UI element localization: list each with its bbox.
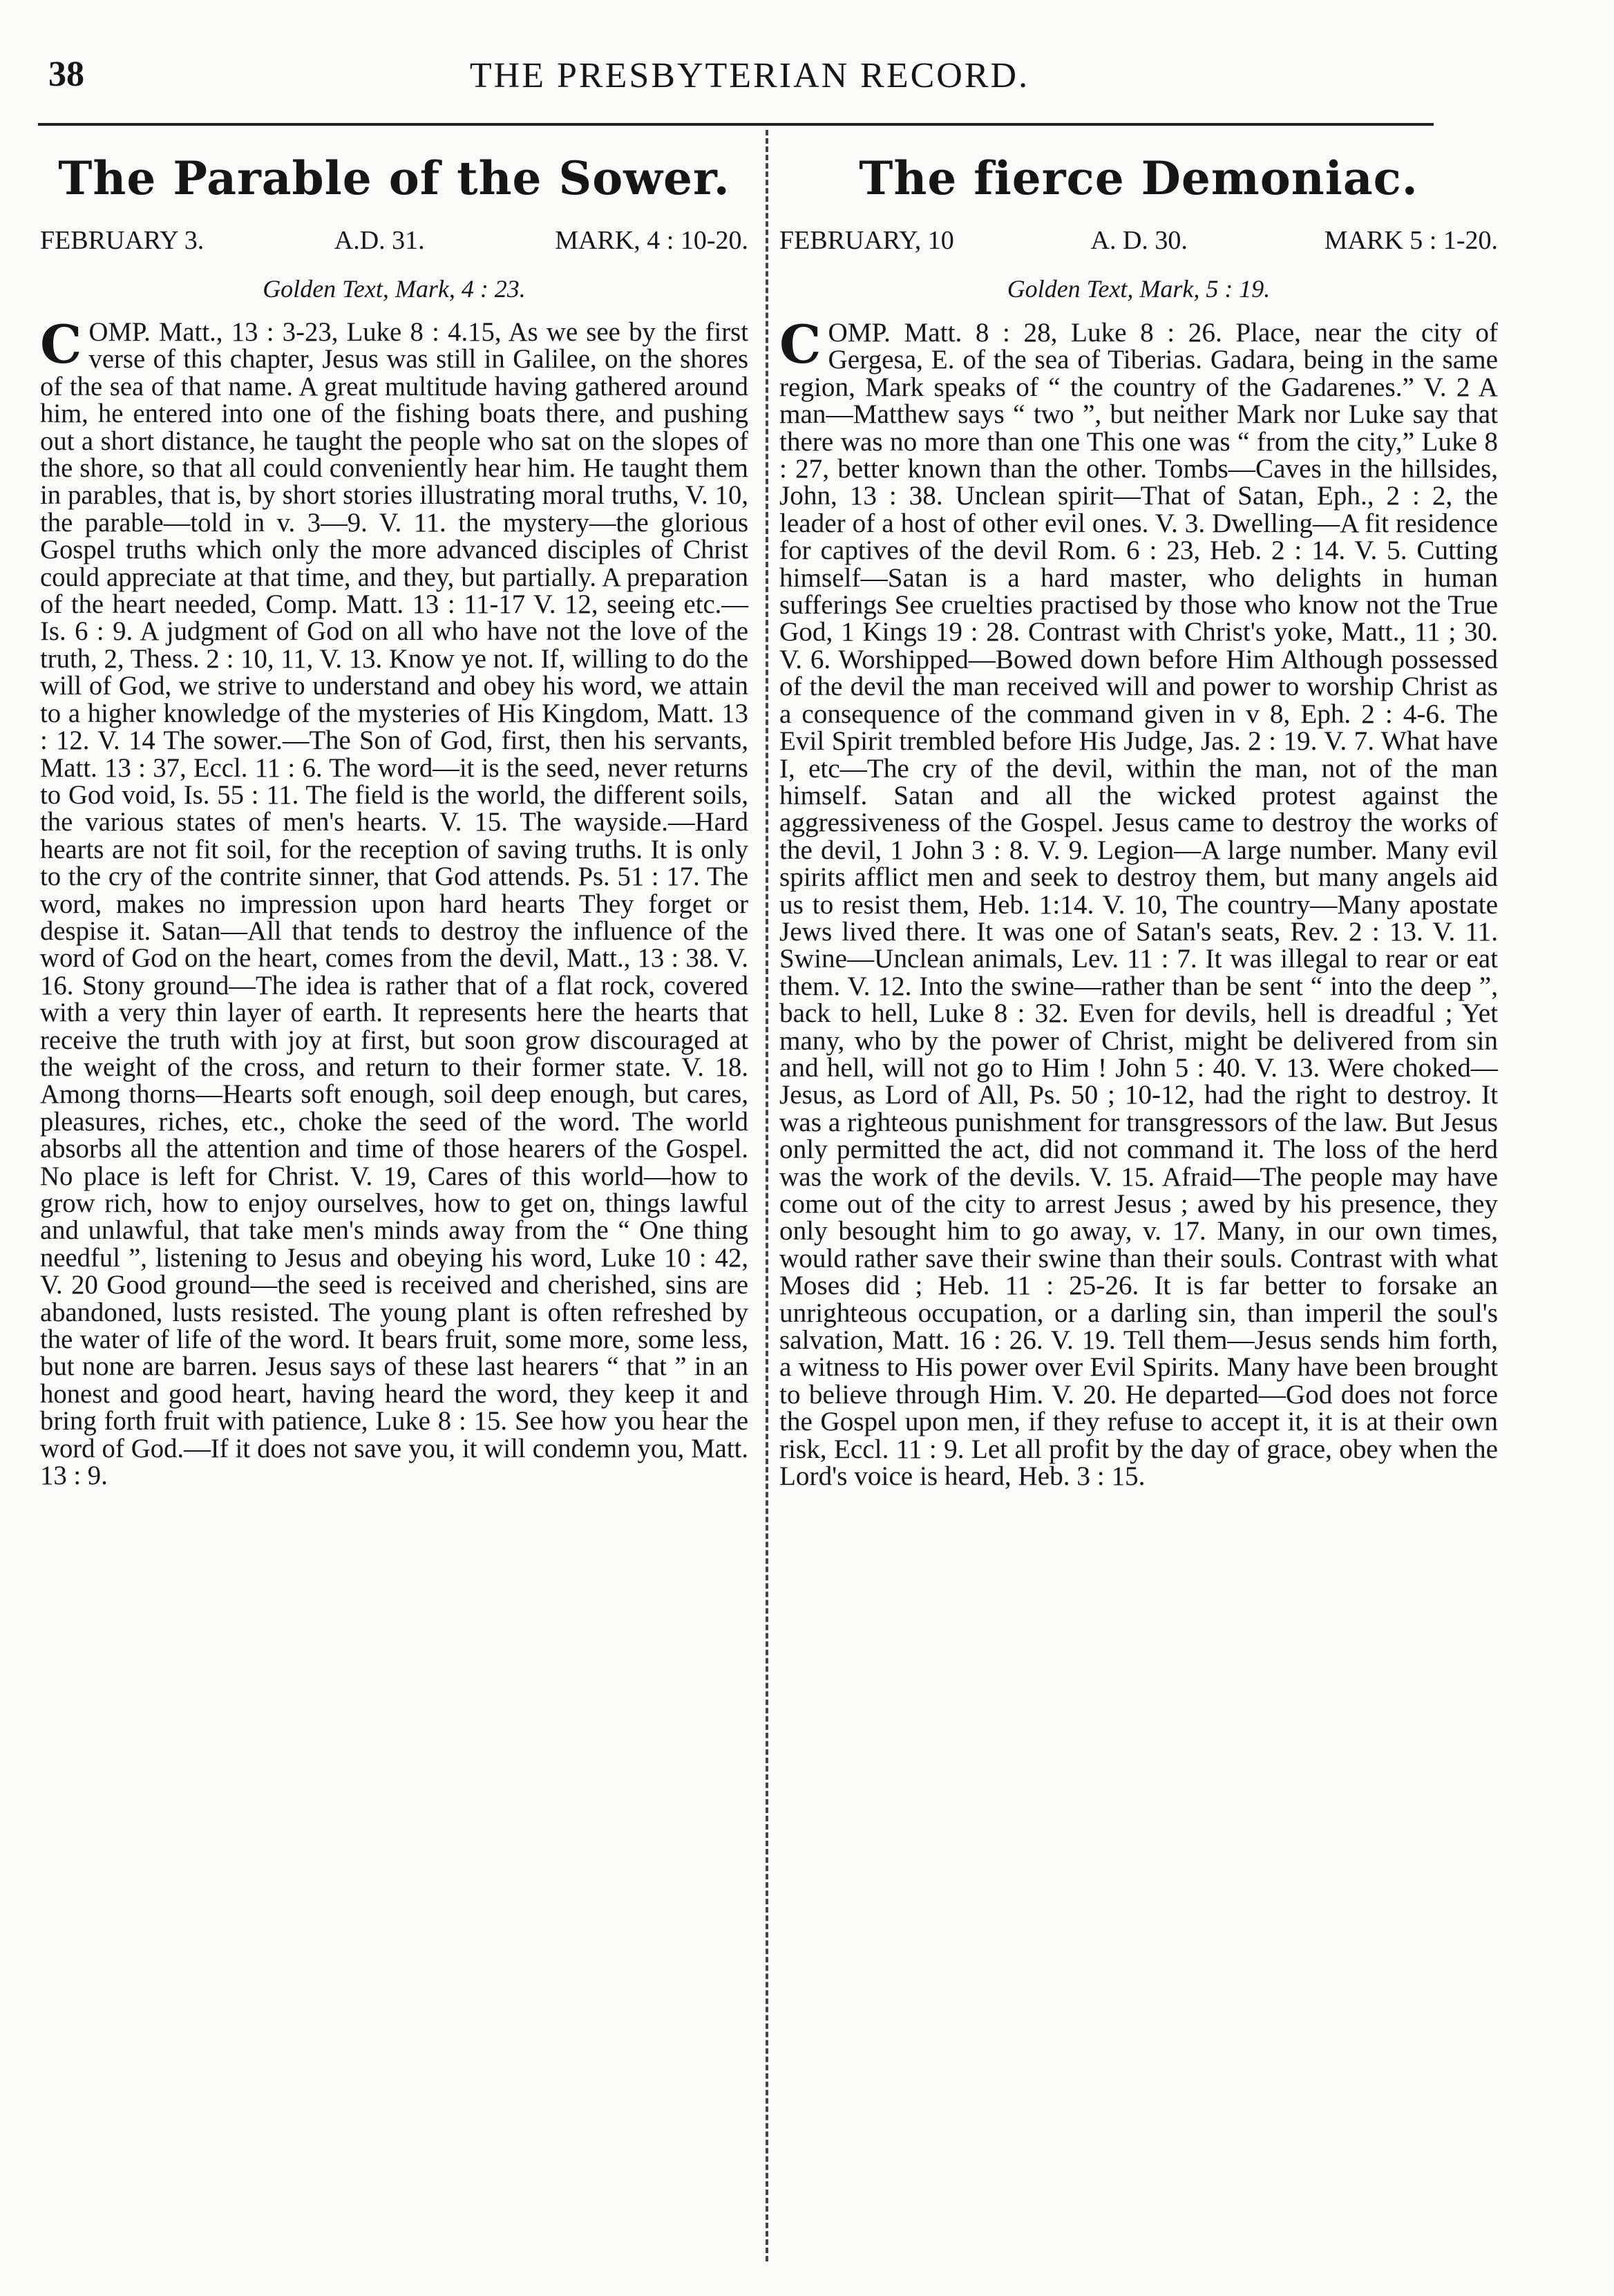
lesson-body xyxy=(40,314,748,1491)
lesson-body-text: OMP. Matt. 8 : 28, Luke 8 : 26. Place, near the city of Gergesa, E. of the sea of Tiberias. Gadara, being in the same region, Mark speaks of “ the country of the Gadarenes.” V. 2 A man—Matthew says “ two ”, but neither Mark nor Luke say that there was no more than one This one was “ from the city,” Luke 8 : 27, better known than the other. Tombs—Caves in the hillsides, John, 13 : 38. Unclean spirit—That of Satan, Eph., 2 : 2, the leader of a host of other evil ones. V. 3. Dwelling—A fit residence for captives of the devil Rom. 6 : 23, Heb. 2 : 14. V. 5. Cutting himself—Satan is a hard master, who delights in human sufferings See cruelties practised by those who know not the True God, 1 Kings 19 : 28. Contrast with Christ's yoke, Matt., 11 ; 30. V. 6. Worshipped—Bowed down before Him Although possessed of the devil the man received will and power to worship Christ as a consequence of the command given in v 8, Eph. 2 : 4-6. The Evil Spirit trembled before His Judge, Jas. 2 : 19. V. 7. What have I, etc—The cry of the devil, within the man, not of the man himself. Satan and all the wicked protest against the aggressiveness of the Gospel. Jesus came to destroy the works of the devil, 1 John 3 : 8. V. 9. Legion—A large number. Many evil spirits afflict men and seek to destroy them, but many angels aid us to resist them, Heb. 1:14. V. 10, The country—Many apostate Jews lived there. It was one of Satan's seats, Rev. 2 : 13. V. 11. Swine—Unclean animals, Lev. 11 : 7. It was illegal to rear or eat them. V. 12. Into the swine—rather than be sent “ into the deep ”, back to hell, Luke 8 : 32. Even for devils, hell is dreadful ; Yet many, who by the power of Christ, might be delivered from sin and hell, will not go to Him ! John 5 : 40. V. 13. Were choked—Jesus, as Lord of All, Ps. 50 ; 10-12, had the right to destroy. It was a righteous punishment for transgressors of the law. But Jesus only permitted the act, did not command it. The loss of the herd was the work of the devils. V. 15. Afraid—The people may have come out of the city to arrest Jesus ; awed by his presence, they only besought him to go away, v. 17. Many, in our own times, would rather save their swine than their souls. Contrast with what Moses did ; Heb. 11 : 25-26. It is far better to forsake an unrighteous occupation, or a darling sin, than imperil the soul's salvation, Matt. 16 : 26. V. 19. Tell them—Jesus sends him forth, a witness to His power over Evil Spirits. Many have been brought to believe through Him. V. 20. He departed—God does not force the Gospel upon men, if they refuse to accept it, it is at their own risk, Eccl. 11 : 9. Let all profit by the day of grace, obey when the Lord's voice is heard, Heb. 3 : 15. xyxy=(779,318,1498,1492)
lesson-meta xyxy=(779,221,1498,260)
lesson-reference: MARK 5 : 1-20. xyxy=(1324,226,1498,255)
dropcap: C xyxy=(40,314,82,375)
lesson-reference: MARK, 4 : 10-20. xyxy=(555,226,748,255)
header-rule xyxy=(38,123,1434,126)
lesson-year: A.D. 31. xyxy=(334,226,425,255)
lesson-date: FEBRUARY 3. xyxy=(40,226,205,255)
left-column-lesson xyxy=(40,138,748,1490)
column-divider xyxy=(766,130,768,2261)
right-column-lesson xyxy=(779,138,1498,1490)
lesson-title: The Parable of the Sower. xyxy=(58,151,730,205)
running-title: THE PRESBYTERIAN RECORD. xyxy=(469,56,1030,95)
dropcap: C xyxy=(779,314,822,375)
golden-text: Golden Text, Mark, 4 : 23. xyxy=(263,275,526,303)
lesson-year: A. D. 30. xyxy=(1090,226,1188,255)
lesson-meta xyxy=(40,221,748,260)
page-number: 38 xyxy=(48,55,84,94)
lesson-body-text: OMP. Matt., 13 : 3-23, Luke 8 : 4.15, As we see by the first verse of this chapter, Jesus was still in Galilee, on the shores of the sea of that name. A great multitude having gathered around him, he entered into one of the fishing boats there, and pushing out a short distance, he taught the people who sat on the slopes of the shore, so that all could conveniently hear him. He taught them in parables, that is, by short stories illustrating moral truths, V. 10, the parable—told in v. 3—9. V. 11. the mystery—the glorious Gospel truths which only the more advanced disciples of Christ could appreciate at that time, and they, but partially. A preparation of the heart needed, Comp. Matt. 13 : 11-17 V. 12, seeing etc.—Is. 6 : 9. A judgment of God on all who have not the love of the truth, 2, Thess. 2 : 10, 11, V. 13. Know ye not. If, willing to do the will of God, we strive to understand and obey his word, we attain to a higher knowledge of the mysteries of His Kingdom, Matt. 13 : 12. V. 14 The sower.—The Son of God, first, then his servants, Matt. 13 : 37, Eccl. 11 : 6. The word—it is the seed, never returns to God void, Is. 55 : 11. The field is the world, the different soils, the various states of men's hearts. V. 15. The wayside.—Hard hearts are not fit soil, for the reception of saving truths. It is only to the cry of the contrite sinner, that God attends. Ps. 51 : 17. The word, makes no impression upon hard hearts They forget or despise it. Satan—All that tends to destroy the influence of the word of God on the heart, comes from the devil, Matt., 13 : 38. V. 16. Stony ground—The idea is rather that of a flat rock, covered with a very thin layer of earth. It represents here the hearts that receive the truth with joy at first, but soon grow discouraged at the weight of the cross, and return to their former state. V. 18. Among thorns—Hearts soft enough, soil deep enough, but cares, pleasures, riches, etc., choke the seed of the word. The world absorbs all the attention and time of those hearers of the Gospel. No place is left for Christ. V. 19, Cares of this world—how to grow rich, how to enjoy ourselves, how to get on, things lawful and unlawful, that take men's minds away from the “ One thing needful ”, listening to Jesus and obeying his word, Luke 10 : 42, V. 20 Good ground—the seed is received and cherished, sins are abandoned, lusts resisted. The young plant is often refreshed by the water of life of the word. It bears fruit, some more, some less, but none are barren. Jesus says of these last hearers “ that ” in an honest and good heart, having heard the word, they keep it and bring forth fruit with patience, Luke 8 : 15. See how you hear the word of God.—If it does not save you, it will condemn you, Matt. 13 : 9. xyxy=(40,318,748,1491)
lesson-date: FEBRUARY, 10 xyxy=(779,226,954,255)
lesson-body xyxy=(779,314,1498,1492)
page-header xyxy=(48,40,1451,116)
golden-text: Golden Text, Mark, 5 : 19. xyxy=(1007,275,1271,303)
lesson-title: The fierce Demoniac. xyxy=(859,151,1418,205)
